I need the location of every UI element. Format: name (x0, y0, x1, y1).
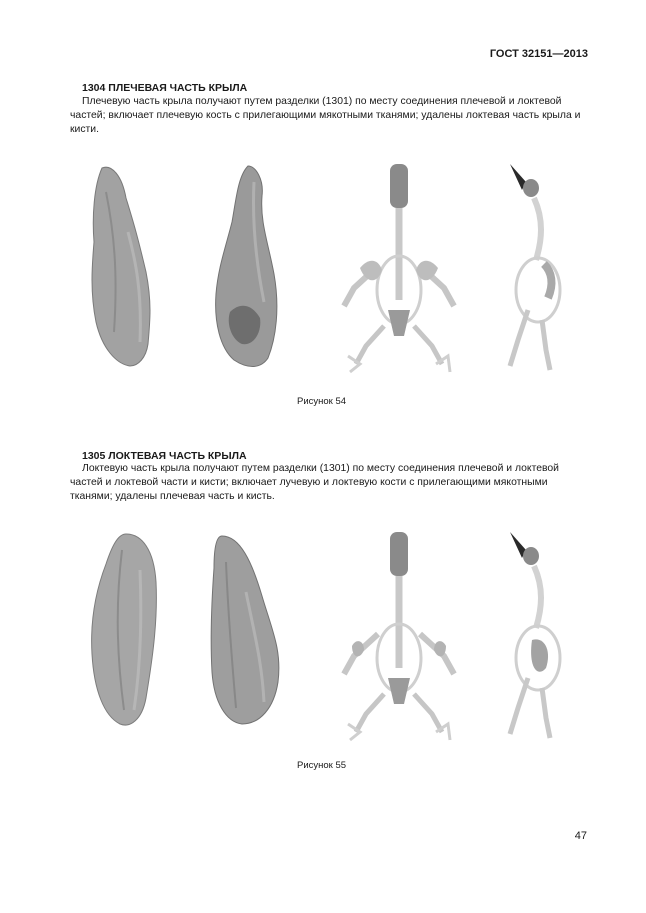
figure-55-skeleton-side-diagram (498, 528, 568, 743)
section-text-1304: Плечевую часть крыла получают путем разделки (1301) по месту соединения плечевой и локтевой частей; включает плечевую кость с прилегающими мякотными тканями; удалены локтевая часть крыла и кисти. (70, 96, 581, 135)
document-code: ГОСТ 32151—2013 (489, 48, 588, 60)
section-title-1304: 1304 ПЛЕЧЕВАЯ ЧАСТЬ КРЫЛА (82, 82, 248, 94)
figure-54-skeleton-front-diagram (338, 160, 462, 375)
figure-54-skeleton-side-diagram (498, 160, 568, 375)
figure-54-caption: Рисунок 54 (297, 396, 347, 407)
section-title-1305: 1305 ЛОКТЕВАЯ ЧАСТЬ КРЫЛА (82, 450, 247, 462)
section-text-1305: Локтевую часть крыла получают путем разделки (1301) по месту соединения плечевой и локтевой частей и локтевой части и кисти; включает лучевую и локтевую кости с прилегающими мякотными тканями; удалены плечевая часть и кисть. (70, 463, 559, 502)
figure-55-caption: Рисунок 55 (297, 760, 347, 771)
page-number: 47 (574, 830, 587, 842)
figure-55-wingette-front-photo (82, 530, 162, 730)
figure-54-drumette-front-photo (88, 162, 158, 370)
figure-54-drumette-side-photo (210, 162, 282, 372)
figure-55-skeleton-front-diagram (338, 528, 462, 743)
figure-55-wingette-side-photo (206, 532, 286, 728)
